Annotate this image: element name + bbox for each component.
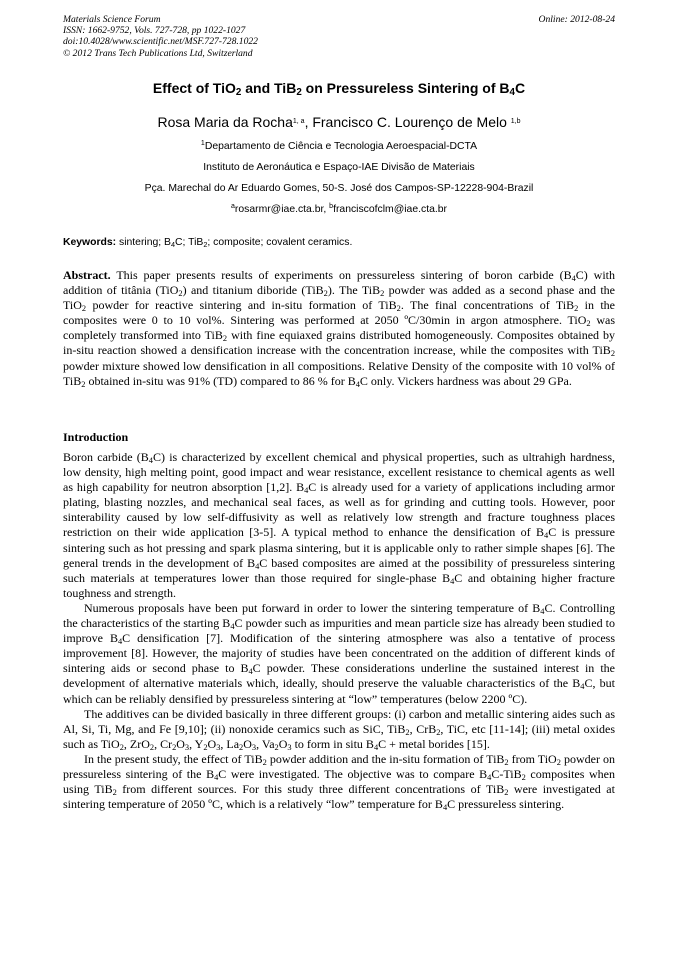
author-1: Rosa Maria da Rocha bbox=[157, 114, 293, 130]
online-date: Online: 2012-08-24 bbox=[538, 14, 615, 25]
keywords-label: Keywords: bbox=[63, 237, 117, 248]
journal-name: Materials Science Forum bbox=[63, 14, 161, 25]
keywords-line: Keywords: sintering; $B_4C$; TiB$_2$; composite; covalent ceramics. bbox=[63, 237, 353, 249]
author-list: Rosa Maria da Rocha$^{1, a}$, Francisco C. Lourenço de Melo $^{1,b}$ bbox=[157, 114, 521, 130]
journal-header bbox=[63, 14, 615, 59]
author-2: Francisco C. Lourenço de Melo bbox=[312, 114, 511, 130]
section-heading-introduction: Introduction bbox=[63, 430, 129, 444]
paper-title: Effect of TiO$_2$ and TiB$_2$ on Pressureless Sintering of $B_4C$ bbox=[152, 80, 526, 98]
affiliation-department: $^1$Departamento de Ciência e Tecnologia Aeroespacial-DCTA bbox=[200, 140, 478, 152]
copyright-line: © 2012 Trans Tech Publications Ltd, Switzerland bbox=[63, 47, 253, 59]
abstract-paragraph: Abstract. This paper presents results of experiments on pressureless sintering of boron carbide $(B_4C)$ with addition of titânia (TiO$_2$) and titanium diboride (TiB$_2$). The TiB$_2$ powder was added as a second phase and the TiO$_2$ powder for reactive sintering and in-situ formation of TiB$_2$. The final concentrations of TiB$_2$ in the composites were 0 to 10 vol%. Sintering was performed at 2050 ºC/30min in argon atmosphere. TiO$_2$ was completely transformed into TiB$_2$ with fine equiaxed grains distributed homogeneously. Composites obtained by in-situ reaction showed a densification increase with the concentration increase, while the composites with TiB$_2$ powder mixture showed low densification in all compositions. Relative Density of the composite with 10 vol% of TiB$_2$ obtained in-situ was 91% (TD) compared to 86 % for $B_4C$ only. Vickers hardness was about 29 GPa. bbox=[63, 268, 616, 389]
intro-paragraph-3: The additives can be divided basically in three different groups: (i) carbon and metallic sintering aides such as Al, Si, Ti, Mg, and Fe [9,10]; (ii) nonoxide ceramics such as SiC, TiB$_2$, CrB$_2$, TiC, etc [11-14]; (iii) metal oxides such as TiO$_2$, ZrO$_2$, $Cr_2O_3$, $Y_2O_3$, $La_2O_3$, $Va_2O_3$ to form in situ $B_4C$ + metal borides [15]. bbox=[63, 706, 615, 752]
abstract-label: Abstract. bbox=[63, 268, 111, 282]
author-emails: $^a$rosarmr@iae.cta.br, $^b$franciscofclm@iae.cta.br bbox=[230, 203, 447, 215]
affiliation-institute: Instituto de Aeronáutica e Espaço-IAE Divisão de Materiais bbox=[203, 162, 475, 173]
affiliation-address: Pça. Marechal do Ar Eduardo Gomes, 50-S. José dos Campos-SP-12228-904-Brazil bbox=[144, 183, 534, 194]
intro-paragraph-4: In the present study, the effect of TiB$_2$ powder addition and the in-situ formation of TiB$_2$ from TiO$_2$ powder on pressureless sintering of the $B_4C$ were investigated. The objective was to compare $B_4C-TiB_2$ composites when using TiB$_2$ from different sources. For this study three different concentrations of TiB$_2$ were investigated at sintering temperature of 2050 ºC, which is a relatively “low” temperature for $B_4C$ pressureless sintering. bbox=[63, 751, 615, 813]
introduction-body bbox=[63, 450, 615, 812]
doi-line: doi:10.4028/www.scientific.net/MSF.727-728.1022 bbox=[63, 36, 258, 48]
intro-paragraph-2: Numerous proposals have been put forward in order to lower the sintering temperature of $B_4C$. Controlling the characteristics of the starting $B_4C$ powder such as impurities and mean particle size has already been studied to improve $B_4C$ densification [7]. Modification of the sintering atmosphere was also a tentative of process improvement [8]. However, the majority of studies have been concentrated on the addition of different kinds of sintering aids or second phase to $B_4C$ powder. These considerations underline the sustained interest in the development of alternative materials which, ideally, should preserve the valuable characteristics of the $B_4C$, but which can be reliably densified by pressureless sintering at “low” temperatures (below 2200 ºC). bbox=[63, 600, 615, 706]
issn-line: ISSN: 1662-9752, Vols. 727-728, pp 1022-1027 bbox=[63, 25, 246, 37]
intro-paragraph-1: Boron carbide $(B_4C)$ is characterized by excellent chemical and physical properties, such as ultrahigh hardness, low density, high melting point, good impact and wear resistance, excellent resistance to chemical agents as well as high capability for neutron absorption [1,2]. $B_4C$ is already used for a variety of applications including armor plating, blasting nozzles, and mechanical seal faces, as well as for grinding and cutting tools. However, poor sinterability caused by low self-diffusivity as well as relatively low strength and fracture toughness places restriction on their wide application [3-5]. A typical method to enhance the densification of $B_4C$ is pressure sintering such as hot pressing and spark plasma sintering, but it is applicable only to rather simple shapes [6]. The general trends in the development of $B_4C$ based composites are aimed at the possibility of pressureless sintering such materials at temperatures lower than those required for single-phase $B_4C$ and obtaining higher fracture toughness and strength. bbox=[63, 450, 616, 600]
